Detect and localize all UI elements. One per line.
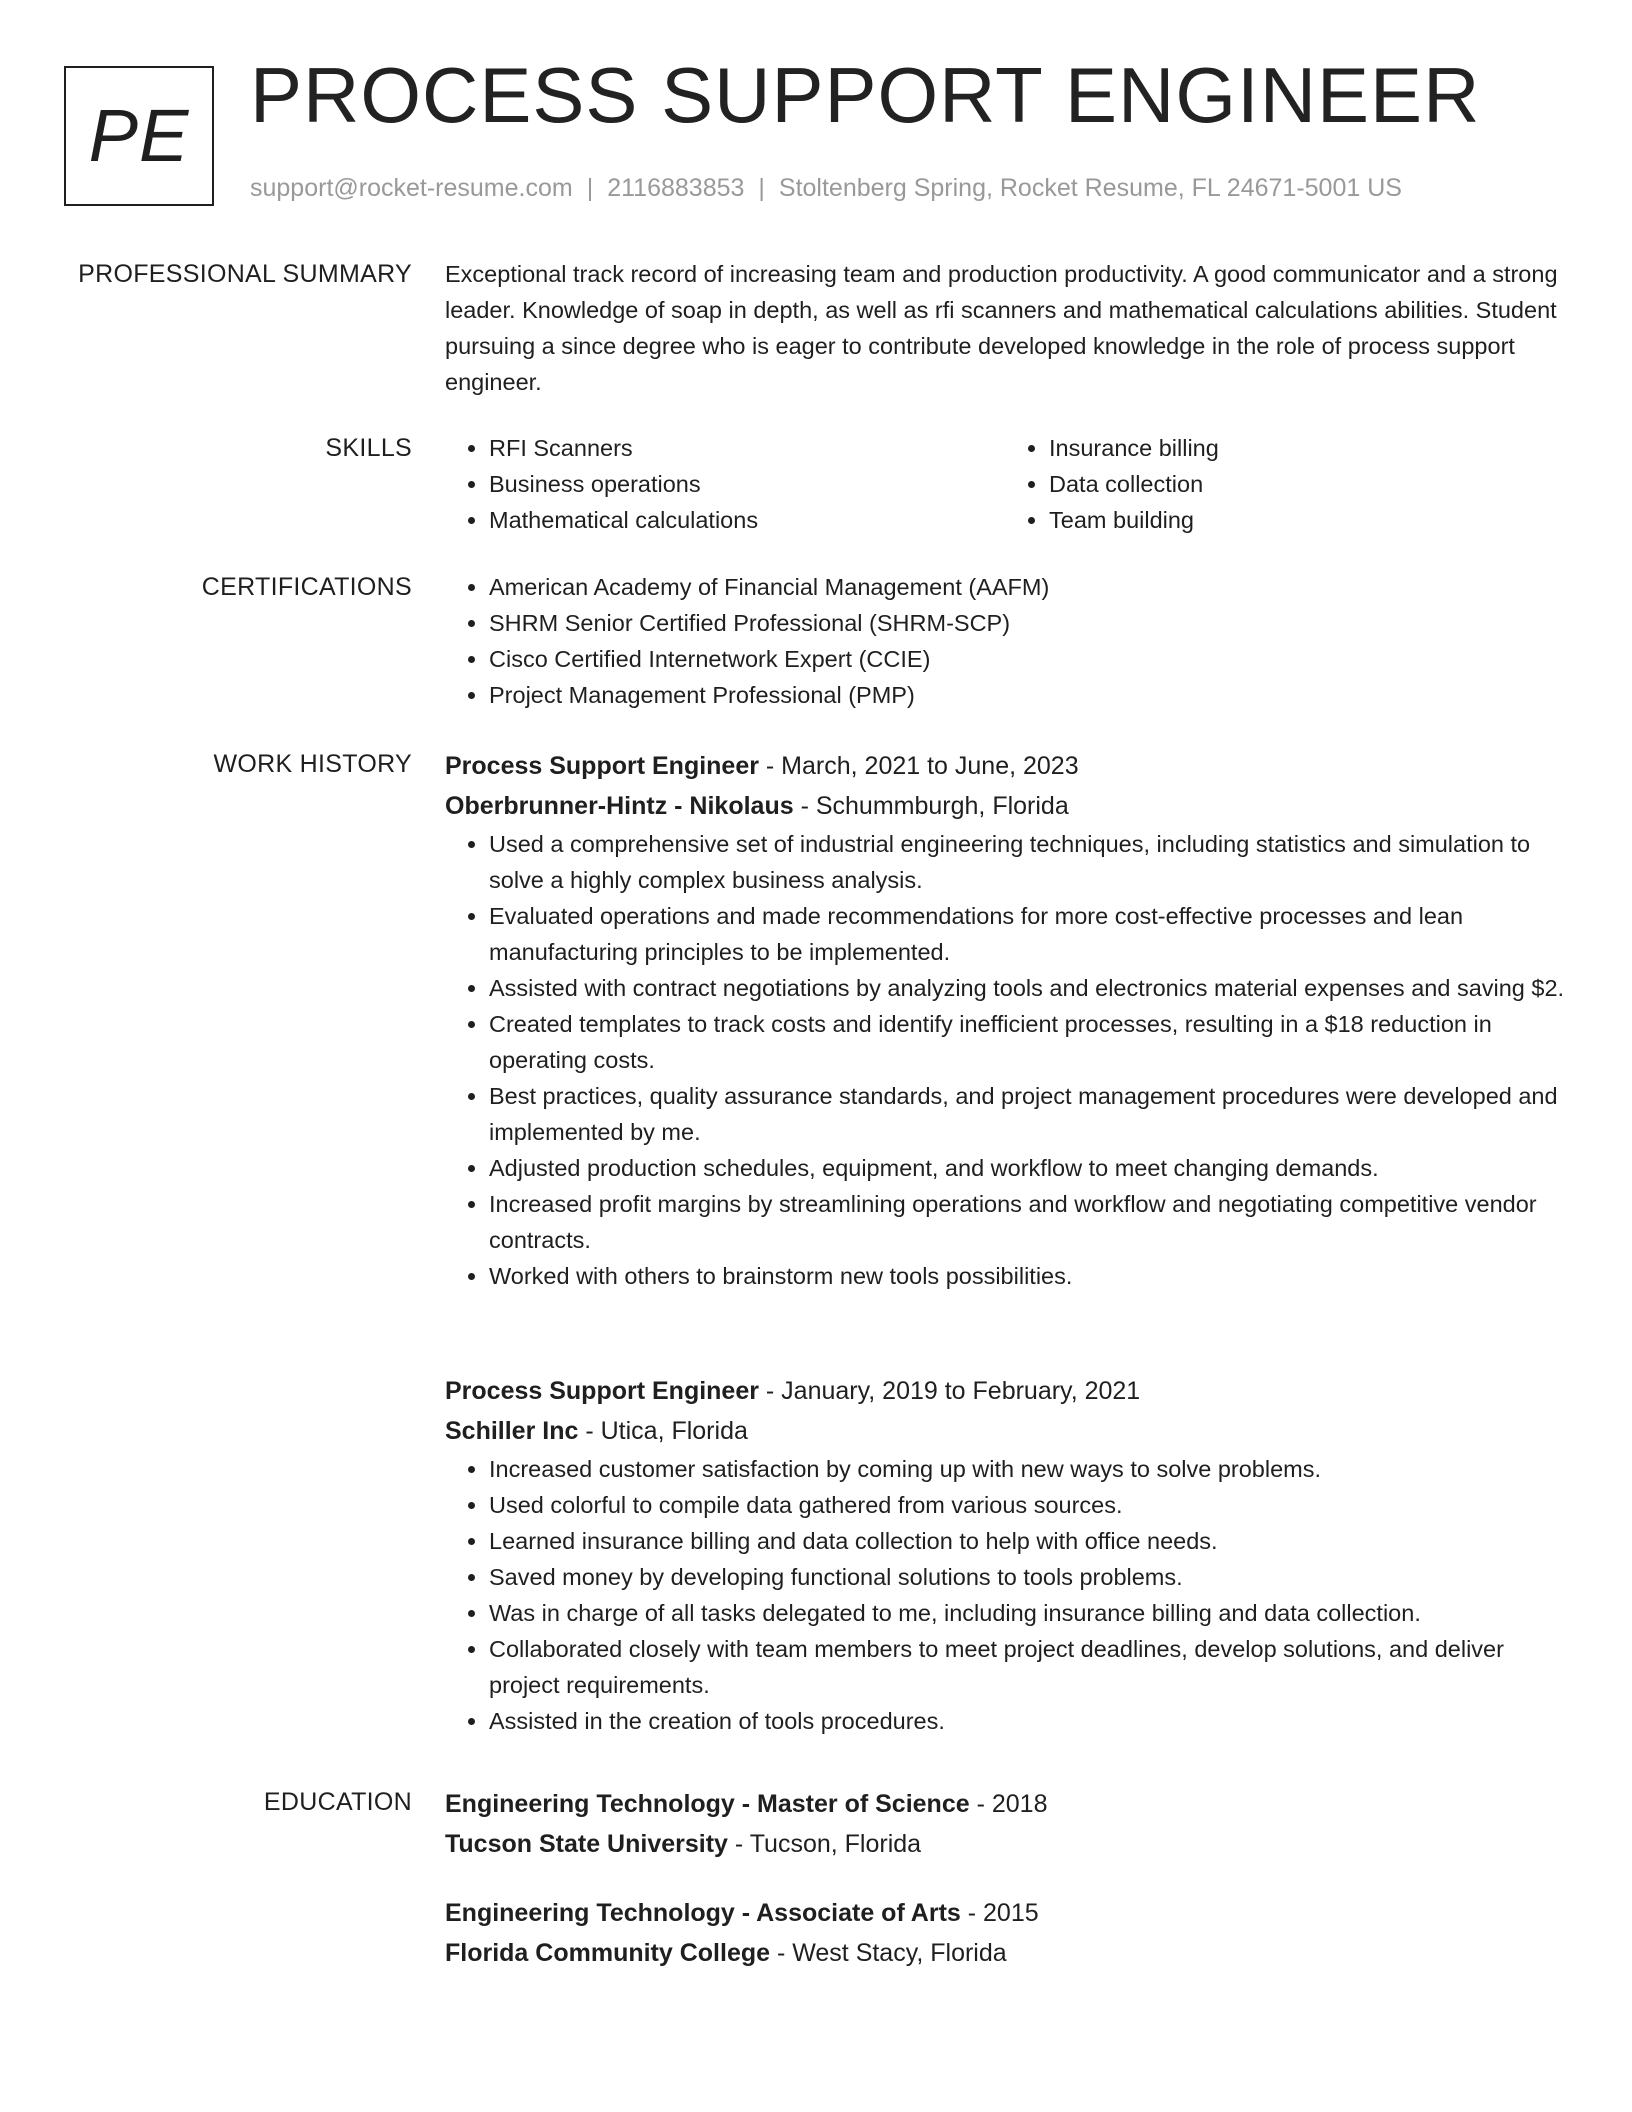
- job-company-line: [445, 786, 1565, 826]
- job-entry: [445, 1371, 1565, 1739]
- education-school-line: [445, 1824, 1565, 1864]
- certification-item: • Project Management Professional (PMP): [489, 677, 1565, 713]
- job-bullet: • Was in charge of all tasks delegated to me, including insurance billing and data collection.: [489, 1595, 1565, 1631]
- job-bullet: • Best practices, quality assurance standards, and project management procedures were developed and implemented by me.: [489, 1078, 1565, 1150]
- certification-item: • Cisco Certified Internetwork Expert (CCIE): [489, 641, 1565, 677]
- job-location: - Schummburgh, Florida: [793, 792, 1069, 820]
- summary-text: Exceptional track record of increasing team and production productivity. A good communicator and a strong leader. Knowledge of soap in depth, as well as rfi scanners and mathematical calculations abilities. Student pursuing a since degree who is eager to contribute developed knowledge in the role of process support engineer.: [445, 261, 1558, 395]
- skill-item: • Data collection: [1049, 466, 1565, 502]
- job-company-line: [445, 1411, 1565, 1451]
- education-degree: Engineering Technology - Master of Science: [445, 1790, 970, 1818]
- certification-item: • American Academy of Financial Management (AAFM): [489, 569, 1565, 605]
- job-bullet: • Adjusted production schedules, equipment, and workflow to meet changing demands.: [489, 1150, 1565, 1186]
- job-bullet: • Increased customer satisfaction by coming up with new ways to solve problems.: [489, 1451, 1565, 1487]
- section-label-certifications: CERTIFICATIONS: [201, 573, 412, 601]
- section-label-education: EDUCATION: [263, 1788, 412, 1816]
- job-bullet: • Used a comprehensive set of industrial engineering techniques, including statistics and simulation to solve a highly complex business analysis.: [489, 826, 1565, 898]
- skill-item: • Business operations: [489, 466, 1005, 502]
- education-degree-line: [445, 1893, 1565, 1933]
- education-degree: Engineering Technology - Associate of Arts: [445, 1899, 961, 1927]
- education-school: Florida Community College: [445, 1939, 771, 1967]
- education-degree-line: [445, 1784, 1565, 1824]
- education-location: - West Stacy, Florida: [770, 1939, 1007, 1967]
- certification-item: • SHRM Senior Certified Professional (SHRM-SCP): [489, 605, 1565, 641]
- job-bullet: • Evaluated operations and made recommendations for more cost-effective processes and lean manufacturing principles to be implemented.: [489, 898, 1565, 970]
- education-location: - Tucson, Florida: [727, 1830, 922, 1858]
- certifications-list: [445, 569, 1565, 713]
- monogram-box: [64, 66, 214, 206]
- skills-list: [445, 430, 1565, 538]
- skill-item: • Mathematical calculations: [489, 502, 1005, 538]
- section-label-summary: PROFESSIONAL SUMMARY: [78, 260, 412, 288]
- contact-line: [250, 176, 1402, 201]
- job-bullet: • Learned insurance billing and data collection to help with office needs.: [489, 1523, 1565, 1559]
- job-bullet: • Increased profit margins by streamlining operations and workflow and negotiating competitive vendor contracts.: [489, 1186, 1565, 1258]
- skills-column-right: [1005, 430, 1565, 538]
- section-label-skills: SKILLS: [325, 434, 412, 462]
- section-label-work-history: WORK HISTORY: [213, 750, 412, 778]
- education-year: - 2015: [960, 1899, 1039, 1927]
- education-entry: [445, 1784, 1565, 1864]
- job-bullet: • Created templates to track costs and identify inefficient processes, resulting in a $18 reduction in operating costs.: [489, 1006, 1565, 1078]
- job-entry: [445, 746, 1565, 1294]
- skill-item: • RFI Scanners: [489, 430, 1005, 466]
- education-entry: [445, 1893, 1565, 1973]
- job-bullet: • Worked with others to brainstorm new tools possibilities.: [489, 1258, 1565, 1294]
- job-title: Process Support Engineer: [445, 752, 759, 780]
- resume-title: PROCESS SUPPORT ENGINEER: [250, 51, 1481, 139]
- job-bullet: • Assisted with contract negotiations by analyzing tools and electronics material expenses and saving $2.: [489, 970, 1565, 1006]
- contact-phone[interactable]: 2116883853: [607, 174, 745, 202]
- skill-item: • Insurance billing: [1049, 430, 1565, 466]
- education-year: - 2018: [969, 1790, 1048, 1818]
- contact-email[interactable]: support@rocket-resume.com: [250, 174, 573, 202]
- job-bullet: • Collaborated closely with team members to meet project deadlines, develop solutions, and deliver project requirements.: [489, 1631, 1565, 1703]
- job-dates: - January, 2019 to February, 2021: [758, 1377, 1141, 1405]
- job-bullets: [445, 1451, 1565, 1739]
- monogram-initials: PE: [88, 94, 190, 177]
- skills-column-left: [445, 430, 1005, 538]
- education-school-line: [445, 1933, 1565, 1973]
- education-school: Tucson State University: [445, 1830, 728, 1858]
- job-dates: - March, 2021 to June, 2023: [758, 752, 1079, 780]
- job-bullets: [445, 826, 1565, 1294]
- skill-item: • Team building: [1049, 502, 1565, 538]
- contact-separator: |: [758, 174, 765, 202]
- job-location: - Utica, Florida: [578, 1417, 748, 1445]
- job-company: Oberbrunner-Hintz - Nikolaus: [445, 792, 794, 820]
- job-bullet: • Saved money by developing functional solutions to tools problems.: [489, 1559, 1565, 1595]
- job-title: Process Support Engineer: [445, 1377, 759, 1405]
- contact-separator: |: [586, 174, 594, 202]
- job-bullet: • Assisted in the creation of tools procedures.: [489, 1703, 1565, 1739]
- job-title-line: [445, 746, 1565, 786]
- contact-address: Stoltenberg Spring, Rocket Resume, FL 24671-5001 US: [778, 174, 1402, 202]
- job-bullet: • Used colorful to compile data gathered from various sources.: [489, 1487, 1565, 1523]
- job-title-line: [445, 1371, 1565, 1411]
- job-company: Schiller Inc: [445, 1417, 579, 1445]
